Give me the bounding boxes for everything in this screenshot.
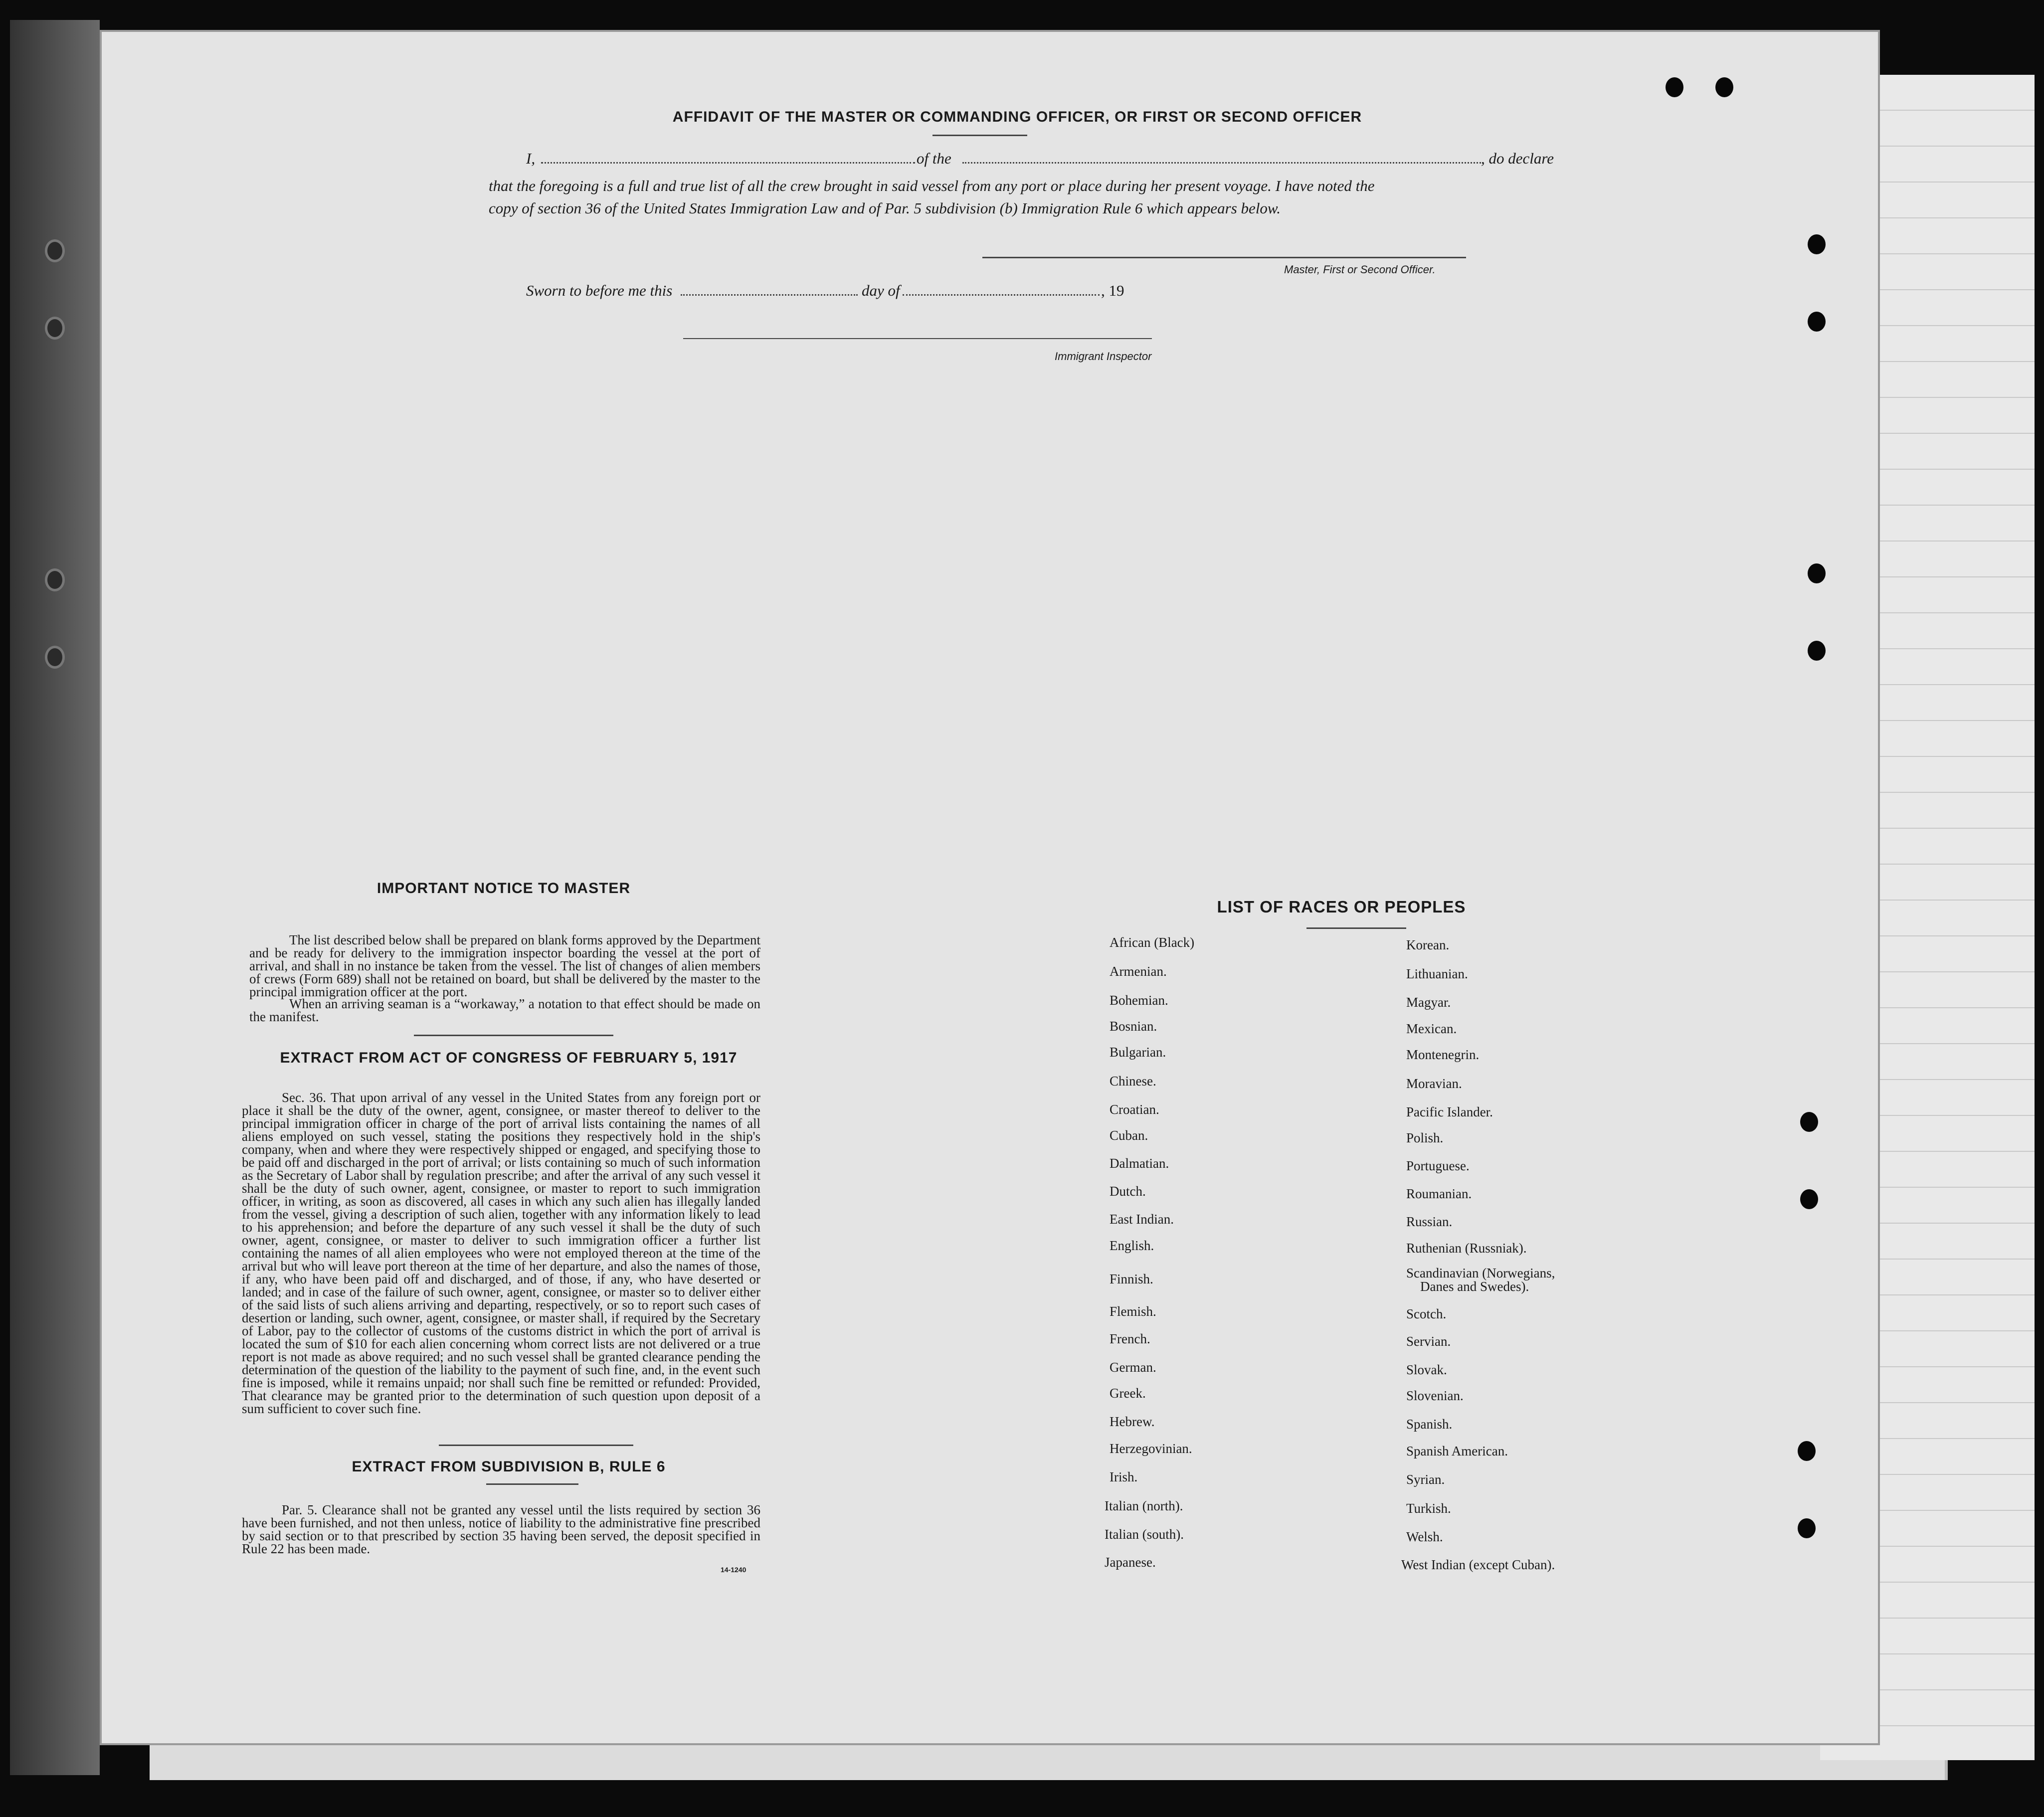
race-item: Herzegovinian. — [1110, 1441, 1192, 1456]
race-item: Bosnian. — [1110, 1019, 1157, 1034]
inspector-signature-line[interactable] — [683, 338, 1152, 339]
name-field[interactable] — [541, 162, 915, 164]
race-item: Magyar. — [1406, 995, 1451, 1010]
sworn-day-field[interactable] — [681, 294, 858, 296]
sworn-month-field[interactable] — [903, 294, 1100, 296]
race-item: Scotch. — [1406, 1306, 1447, 1321]
binder-hole — [1715, 77, 1733, 97]
binder-ring — [45, 317, 65, 340]
race-item: West Indian (except Cuban). — [1401, 1557, 1555, 1572]
race-item: Chinese. — [1110, 1074, 1156, 1089]
binder-hole — [1808, 563, 1826, 583]
race-item: Syrian. — [1406, 1472, 1445, 1487]
race-item: Turkish. — [1406, 1501, 1451, 1516]
race-item: Italian (north). — [1105, 1498, 1183, 1513]
affidavit-line1-i: I, — [526, 150, 536, 167]
manifest-back-page — [100, 30, 1880, 1745]
race-item: Roumanian. — [1406, 1186, 1472, 1201]
race-item: African (Black) — [1110, 935, 1195, 950]
binder-hole — [1808, 641, 1826, 661]
affidavit-line1-declare: , do declare — [1481, 150, 1554, 167]
race-item: Ruthenian (Russniak). — [1406, 1241, 1527, 1256]
race-item: Montenegrin. — [1406, 1047, 1480, 1062]
act-extract-text: Sec. 36. That upon arrival of any vessel in the United States from any foreign port or place it shall be the duty of the owner, agent, consignee, or master thereof to deliver to the principal immigration officer in charge of the port of arrival lists containing the names of all aliens employed on such vessel, stating the positions they respectively hold in the ship's company, when and where they were respectively shipped or engaged, and specifying those to be paid off and discharged in the port of arrival; or lists containing so much of such information as the Secretary of Labor shall by regulation prescribe; and after the arrival of any such vessel it shall be the duty of such owner, agent, consignee, or master to report to such immigration officer, in writing, as soon as discovered, all cases in which any such alien has illegally landed from the vessel, giving a description of such alien, together with any information likely to lead to his apprehension; and before the departure of any such vessel it shall be the duty of such owner, agent, consignee, or master to deliver to such immigration officer a further list containing the names of all alien employees who were not employed thereon at the time of the arrival but who will leave port thereon at the time of her departure, and also the names of those, if any, who have been paid off and discharged, and of those, if any, who have deserted or landed; and in case of the failure of such owner, agent, consignee, or master so to deliver either of the said lists of such aliens arriving and departing, respectively, or so to report such cases of desertion or landing, such owner, agent, consignee, or master shall, if required by the Secretary of Labor, pay to the collector of customs of the customs district in which the port of arrival is located the sum of $10 for each alien concerning whom correct lists are not delivered or a true report is not made as above required; and no such vessel shall be granted clearance pending the determination of the question of the liability to the payment of such fine, and, in the event such fine is imposed, while it remains unpaid; nor shall such fine be remitted or refunded: Provided, That clearance may be granted prior to the determination of such question upon deposit of a sum sufficient to cover such fine. — [242, 1090, 760, 1416]
race-item: Lithuanian. — [1406, 966, 1468, 981]
race-item: Welsh. — [1406, 1529, 1443, 1544]
notice-paragraph-2: When an arriving seaman is a “workaway,” a notation to that effect should be made on the manifest. — [249, 996, 760, 1024]
officer-signature-line[interactable] — [982, 257, 1466, 258]
act-extract-title: EXTRACT FROM ACT OF CONGRESS OF FEBRUARY 5, 1917 — [280, 1050, 738, 1066]
notice-title: IMPORTANT NOTICE TO MASTER — [376, 880, 631, 897]
rule-extract-title: EXTRACT FROM SUBDIVISION B, RULE 6 — [352, 1458, 666, 1475]
race-item: Irish. — [1110, 1469, 1138, 1484]
year-label: , 19 — [1101, 282, 1124, 299]
race-item: Russian. — [1406, 1214, 1453, 1229]
race-item: Servian. — [1406, 1334, 1451, 1349]
rule-extract-text: Par. 5. Clearance shall not be granted any vessel until the lists required by section 36 have been furnished, and not then unless, notice of liability to the administrative fine prescribed by said section or to that prescribed by section 35 having been served, the deposit specified in Rule 22 has been made. — [242, 1502, 760, 1556]
race-item: Slovenian. — [1406, 1388, 1464, 1403]
notice-paragraph-1: The list described below shall be prepared on blank forms approved by the Department and be ready for delivery to the immigration inspector boarding the vessel at the port of arrival, and shall in no instance be taken from the vessel. The list of changes of alien members of crews (Form 689) shall not be retained on board, but shall be delivered by the master to the principal immigration officer at the port. — [249, 932, 760, 999]
binder-hole — [1800, 1112, 1818, 1132]
race-item: Bulgarian. — [1110, 1045, 1166, 1060]
affidavit-title: AFFIDAVIT OF THE MASTER OR COMMANDING OFFICER, OR FIRST OR SECOND OFFICER — [672, 109, 1362, 125]
sworn-label: Sworn to before me this — [526, 282, 673, 299]
race-item: Spanish. — [1406, 1417, 1453, 1432]
races-title: LIST OF RACES OR PEOPLES — [1217, 898, 1466, 916]
race-item: Scandinavian (Norwegians, — [1406, 1266, 1555, 1280]
binder-ring — [45, 239, 65, 262]
race-item: Dutch. — [1110, 1184, 1146, 1199]
affidavit-title-rule — [932, 135, 1027, 136]
race-item: English. — [1110, 1238, 1154, 1253]
binder-hole — [1808, 312, 1826, 332]
race-item: Flemish. — [1110, 1304, 1156, 1319]
race-item: Armenian. — [1110, 964, 1167, 979]
race-item: German. — [1110, 1360, 1156, 1375]
race-item: Danes and Swedes). — [1420, 1279, 1529, 1294]
affidavit-line2: that the foregoing is a full and true list of all the crew brought in said vessel from any port or place during her present voyage. I have noted the — [489, 177, 1375, 194]
race-item: Japanese. — [1105, 1555, 1156, 1570]
form-number: 14-1240 — [721, 1566, 746, 1574]
vessel-field[interactable] — [962, 162, 1481, 164]
race-item: Italian (south). — [1105, 1527, 1184, 1542]
race-item: Korean. — [1406, 937, 1450, 952]
race-item: French. — [1110, 1331, 1150, 1346]
race-item: Greek. — [1110, 1386, 1146, 1401]
officer-signature-label: Master, First or Second Officer. — [1284, 263, 1436, 276]
race-item: Spanish American. — [1406, 1444, 1508, 1458]
day-of-label: day of — [862, 282, 900, 299]
notice-divider — [414, 1035, 613, 1036]
binder-ring — [45, 568, 65, 591]
affidavit-line3: copy of section 36 of the United States Immigration Law and of Par. 5 subdivision (b) Immigration Rule 6 which appears below. — [489, 199, 1281, 217]
race-item: Hebrew. — [1110, 1414, 1155, 1429]
race-item: Mexican. — [1406, 1021, 1457, 1036]
race-item: Cuban. — [1110, 1128, 1148, 1143]
race-item: Croatian. — [1110, 1102, 1159, 1117]
race-item: Pacific Islander. — [1406, 1104, 1493, 1119]
binder-hole — [1798, 1441, 1816, 1461]
act-divider — [439, 1445, 633, 1446]
binder-hole — [1808, 234, 1826, 254]
rule-title-divider — [486, 1483, 578, 1485]
binder-hole — [1800, 1189, 1818, 1209]
races-title-divider — [1306, 927, 1406, 929]
binder-ring — [45, 646, 65, 669]
race-item: Portuguese. — [1406, 1158, 1470, 1173]
race-item: Slovak. — [1406, 1362, 1447, 1377]
race-item: Moravian. — [1406, 1076, 1462, 1091]
binder-hole — [1798, 1518, 1816, 1538]
race-item: Polish. — [1406, 1130, 1444, 1145]
affidavit-line1-of-the: of the — [917, 150, 951, 167]
race-item: Bohemian. — [1110, 993, 1168, 1008]
binder-hole — [1666, 77, 1683, 97]
race-item: East Indian. — [1110, 1212, 1174, 1227]
inspector-label: Immigrant Inspector — [1055, 350, 1152, 363]
race-item: Finnish. — [1110, 1272, 1153, 1286]
race-item: Dalmatian. — [1110, 1156, 1169, 1171]
left-binding-strip — [10, 20, 100, 1775]
